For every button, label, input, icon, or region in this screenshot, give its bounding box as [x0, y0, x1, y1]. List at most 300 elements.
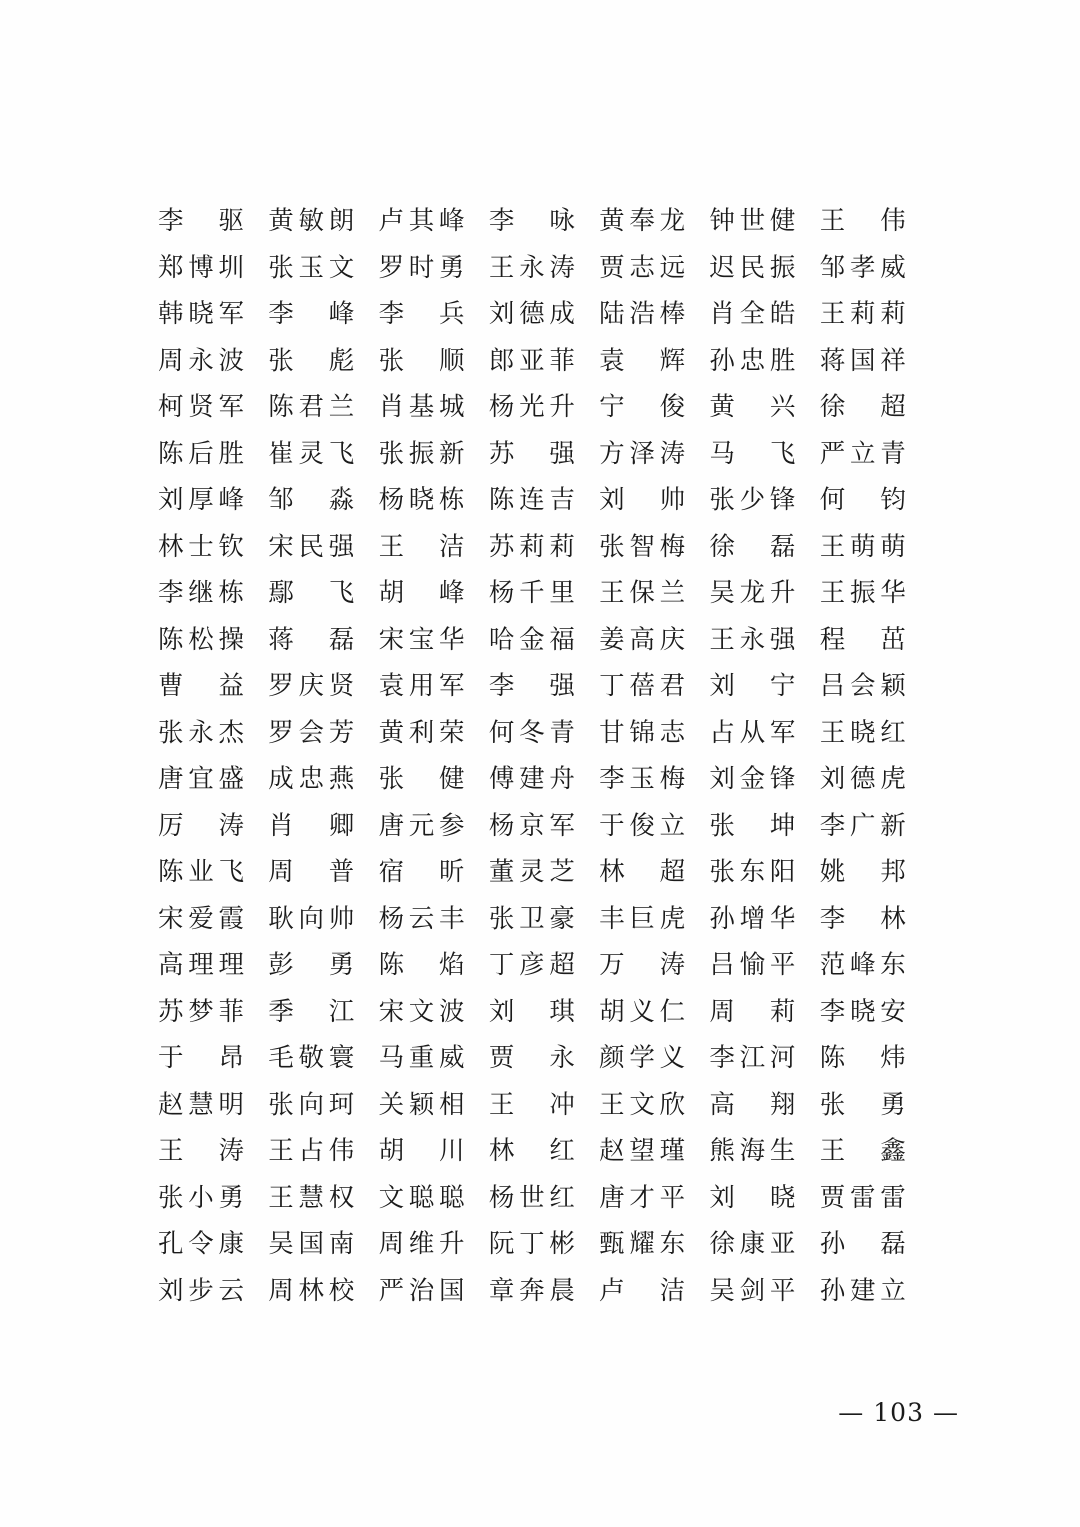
name-cell [820, 663, 930, 710]
person-name: 程茁 [819, 624, 906, 655]
person-name: 方泽涛 [599, 438, 686, 469]
person-name: 王永涛 [488, 252, 575, 283]
person-name: 蒋国祥 [819, 345, 906, 376]
name-cell [379, 1128, 489, 1175]
name-cell [268, 756, 378, 803]
person-name: 张永杰 [158, 717, 244, 748]
person-name: 于昂 [158, 1043, 244, 1073]
name-cell [489, 710, 599, 757]
person-name: 李玉梅 [599, 764, 686, 794]
person-name: 陈松操 [158, 624, 244, 655]
name-cell [158, 198, 268, 245]
person-name: 张东阳 [709, 857, 796, 887]
name-cell [158, 291, 268, 338]
person-name: 张智梅 [599, 531, 686, 562]
person-name: 李强 [488, 671, 575, 701]
name-cell [158, 849, 268, 896]
person-name: 陈君兰 [268, 392, 355, 422]
person-name: 肖基城 [378, 392, 465, 422]
name-cell [709, 1175, 819, 1222]
name-cell [820, 710, 930, 757]
name-cell [599, 663, 709, 710]
person-name: 何冬青 [488, 717, 575, 748]
person-name: 张振新 [378, 438, 465, 469]
name-cell [599, 756, 709, 803]
name-cell [820, 1082, 930, 1129]
name-cell [158, 1268, 268, 1315]
name-cell [268, 1175, 378, 1222]
name-cell [268, 803, 378, 850]
name-cell [158, 1221, 268, 1268]
person-name: 张少锋 [709, 485, 796, 515]
name-cell [820, 384, 930, 431]
person-name: 肖卿 [268, 810, 355, 841]
person-name: 季江 [268, 996, 355, 1027]
name-cell [709, 1221, 819, 1268]
person-name: 王莉莉 [819, 299, 906, 329]
person-name: 苏梦菲 [158, 996, 244, 1027]
person-name: 赵慧明 [158, 1089, 244, 1120]
name-cell [599, 431, 709, 478]
person-name: 李峰 [268, 299, 355, 329]
person-name: 宋民强 [268, 531, 355, 562]
name-cell [709, 756, 819, 803]
person-name: 黄利荣 [378, 717, 465, 748]
name-cell [379, 431, 489, 478]
person-name: 吴剑平 [709, 1275, 796, 1306]
name-cell [489, 1082, 599, 1129]
person-name: 钟世健 [709, 206, 796, 236]
name-cell [158, 803, 268, 850]
name-cell [489, 1268, 599, 1315]
name-cell [489, 291, 599, 338]
name-cell [268, 338, 378, 385]
person-name: 占从军 [709, 717, 796, 748]
name-cell [489, 1175, 599, 1222]
person-name: 王占伟 [268, 1136, 355, 1166]
name-cell [709, 431, 819, 478]
person-name: 高翔 [709, 1089, 796, 1120]
name-cell [820, 198, 930, 245]
name-cell [158, 896, 268, 943]
person-name: 孔令康 [158, 1229, 244, 1259]
name-cell [820, 1221, 930, 1268]
name-cell [379, 756, 489, 803]
person-name: 杨世红 [488, 1182, 575, 1213]
name-cell [158, 245, 268, 292]
person-name: 胡川 [378, 1136, 465, 1166]
name-cell [709, 198, 819, 245]
person-name: 宿昕 [378, 857, 465, 887]
person-name: 董灵芝 [488, 857, 575, 887]
person-name: 周普 [268, 857, 355, 887]
person-name: 哈金福 [488, 624, 575, 655]
person-name: 陈焰 [378, 950, 465, 980]
name-cell [489, 989, 599, 1036]
name-cell [709, 1082, 819, 1129]
name-cell [379, 1082, 489, 1129]
name-cell [379, 1221, 489, 1268]
name-cell [709, 710, 819, 757]
person-name: 鄢飞 [268, 578, 355, 608]
name-cell [599, 198, 709, 245]
person-name: 林士钦 [158, 531, 244, 562]
name-cell [599, 989, 709, 1036]
name-roster-grid [158, 198, 930, 1314]
name-cell [489, 1221, 599, 1268]
person-name: 张玉文 [268, 252, 355, 283]
person-name: 关颖相 [378, 1089, 465, 1120]
person-name: 李咏 [488, 206, 575, 236]
name-cell [709, 524, 819, 571]
person-name: 周永波 [158, 345, 244, 376]
person-name: 林超 [599, 857, 686, 887]
person-name: 贾雷雷 [819, 1182, 906, 1213]
person-name: 文聪聪 [378, 1182, 465, 1213]
name-cell [158, 756, 268, 803]
person-name: 张顺 [378, 345, 465, 376]
person-name: 丁蓓君 [599, 671, 686, 701]
name-cell [158, 570, 268, 617]
person-name: 成忠燕 [268, 764, 355, 794]
name-cell [158, 1035, 268, 1082]
name-cell [820, 942, 930, 989]
person-name: 刘宁 [709, 671, 796, 701]
person-name: 徐康亚 [709, 1229, 796, 1259]
person-name: 吴龙升 [709, 578, 796, 608]
name-cell [709, 1128, 819, 1175]
page-footer [0, 1398, 1080, 1427]
name-cell [268, 384, 378, 431]
name-cell [709, 570, 819, 617]
name-cell [489, 942, 599, 989]
person-name: 王永强 [709, 624, 796, 655]
name-cell [709, 245, 819, 292]
name-cell [820, 570, 930, 617]
name-cell [268, 1128, 378, 1175]
person-name: 李驱 [158, 206, 244, 236]
person-name: 姜高庆 [599, 624, 686, 655]
name-cell [379, 663, 489, 710]
name-cell [599, 570, 709, 617]
name-cell [599, 291, 709, 338]
name-cell [379, 849, 489, 896]
name-cell [599, 245, 709, 292]
name-cell [268, 1035, 378, 1082]
name-cell [158, 663, 268, 710]
person-name: 万涛 [599, 950, 686, 980]
name-cell [379, 524, 489, 571]
person-name: 邹孝威 [819, 252, 906, 283]
person-name: 徐磊 [709, 531, 796, 562]
person-name: 王伟 [819, 206, 906, 236]
person-name: 丁彦超 [488, 950, 575, 980]
person-name: 迟民振 [709, 252, 796, 283]
person-name: 马重威 [378, 1043, 465, 1073]
person-name: 贾永 [488, 1043, 575, 1073]
person-name: 卢其峰 [378, 206, 465, 236]
name-cell [820, 524, 930, 571]
person-name: 蒋磊 [268, 624, 355, 655]
person-name: 赵望瑾 [599, 1136, 686, 1166]
name-cell [268, 849, 378, 896]
person-name: 刘琪 [488, 996, 575, 1027]
person-name: 王萌萌 [819, 531, 906, 562]
person-name: 王冲 [488, 1089, 575, 1120]
person-name: 罗时勇 [378, 252, 465, 283]
name-cell [709, 291, 819, 338]
name-cell [820, 617, 930, 664]
name-cell [379, 803, 489, 850]
name-cell [158, 338, 268, 385]
person-name: 孙增华 [709, 903, 796, 934]
person-name: 章奔晨 [488, 1275, 575, 1306]
person-name: 黄奉龙 [599, 206, 686, 236]
name-cell [379, 1268, 489, 1315]
name-cell [158, 1128, 268, 1175]
name-cell [268, 1221, 378, 1268]
name-cell [709, 338, 819, 385]
person-name: 毛敬寰 [268, 1043, 355, 1073]
name-cell [268, 1082, 378, 1129]
name-cell [158, 942, 268, 989]
person-name: 刘晓 [709, 1182, 796, 1213]
name-cell [489, 896, 599, 943]
name-cell [820, 756, 930, 803]
person-name: 苏莉莉 [488, 531, 575, 562]
person-name: 于俊立 [599, 810, 686, 841]
person-name: 王振华 [819, 578, 906, 608]
name-cell [820, 1128, 930, 1175]
person-name: 贾志远 [599, 252, 686, 283]
name-cell [489, 1128, 599, 1175]
name-cell [599, 1268, 709, 1315]
person-name: 李林 [819, 903, 906, 934]
person-name: 王慧权 [268, 1182, 355, 1213]
person-name: 吕愉平 [709, 950, 796, 980]
name-cell [489, 756, 599, 803]
name-cell [820, 291, 930, 338]
name-cell [379, 1035, 489, 1082]
name-cell [489, 524, 599, 571]
person-name: 阮丁彬 [488, 1229, 575, 1259]
name-cell [820, 431, 930, 478]
person-name: 柯贤军 [158, 392, 244, 422]
name-cell [820, 338, 930, 385]
name-cell [820, 245, 930, 292]
person-name: 丰巨虎 [599, 903, 686, 934]
name-cell [158, 617, 268, 664]
name-cell [489, 617, 599, 664]
name-cell [709, 1035, 819, 1082]
name-cell [379, 291, 489, 338]
name-cell [379, 570, 489, 617]
name-cell [268, 245, 378, 292]
person-name: 苏强 [488, 438, 575, 469]
name-cell [268, 198, 378, 245]
person-name: 李晓安 [819, 996, 906, 1027]
name-cell [158, 989, 268, 1036]
person-name: 胡峰 [378, 578, 465, 608]
person-name: 厉涛 [158, 810, 244, 841]
name-cell [379, 384, 489, 431]
person-name: 张小勇 [158, 1182, 244, 1213]
name-cell [709, 1268, 819, 1315]
person-name: 严立青 [819, 438, 906, 469]
name-cell [820, 1175, 930, 1222]
name-cell [268, 291, 378, 338]
name-cell [158, 710, 268, 757]
name-cell [268, 710, 378, 757]
name-cell [820, 1035, 930, 1082]
person-name: 邹淼 [268, 485, 355, 515]
name-cell [599, 384, 709, 431]
person-name: 刘厚峰 [158, 485, 244, 515]
name-cell [599, 710, 709, 757]
name-cell [709, 849, 819, 896]
name-cell [820, 1268, 930, 1315]
person-name: 吴国南 [268, 1229, 355, 1259]
person-name: 甘锦志 [599, 717, 686, 748]
person-name: 王文欣 [599, 1089, 686, 1120]
person-name: 唐元参 [378, 810, 465, 841]
name-cell [379, 245, 489, 292]
name-cell [158, 524, 268, 571]
folio-number: 103 [873, 1398, 924, 1427]
person-name: 黄敏朗 [268, 206, 355, 236]
name-cell [379, 477, 489, 524]
person-name: 杨晓栋 [378, 485, 465, 515]
person-name: 郑博圳 [158, 252, 244, 283]
person-name: 陆浩棒 [599, 299, 686, 329]
name-cell [709, 942, 819, 989]
person-name: 张勇 [819, 1089, 906, 1120]
person-name: 傅建舟 [488, 764, 575, 794]
person-name: 崔灵飞 [268, 438, 355, 469]
name-cell [599, 942, 709, 989]
person-name: 耿向帅 [268, 903, 355, 934]
person-name: 张向珂 [268, 1089, 355, 1120]
name-cell [158, 477, 268, 524]
person-name: 陈炜 [819, 1043, 906, 1073]
person-name: 孙建立 [819, 1275, 906, 1306]
person-name: 周莉 [709, 996, 796, 1027]
person-name: 卢洁 [599, 1275, 686, 1306]
person-name: 张健 [378, 764, 465, 794]
name-cell [599, 1221, 709, 1268]
name-cell [489, 198, 599, 245]
person-name: 李江河 [709, 1043, 796, 1073]
name-cell [268, 989, 378, 1036]
person-name: 唐宜盛 [158, 764, 244, 794]
name-cell [158, 384, 268, 431]
person-name: 张卫豪 [488, 903, 575, 934]
person-name: 马飞 [709, 438, 796, 469]
name-cell [709, 477, 819, 524]
name-cell [489, 431, 599, 478]
name-cell [489, 663, 599, 710]
person-name: 孙忠胜 [709, 345, 796, 376]
person-name: 陈业飞 [158, 857, 244, 887]
person-name: 李广新 [819, 810, 906, 841]
person-name: 杨千里 [488, 578, 575, 608]
name-cell [268, 477, 378, 524]
person-name: 熊海生 [709, 1136, 796, 1166]
name-cell [489, 570, 599, 617]
folio-suffix-dash: — [933, 1398, 959, 1427]
person-name: 黄兴 [709, 392, 796, 422]
name-cell [709, 384, 819, 431]
person-name: 张坤 [709, 810, 796, 841]
name-cell [599, 1128, 709, 1175]
name-cell [268, 431, 378, 478]
person-name: 王保兰 [599, 578, 686, 608]
person-name: 袁用军 [378, 671, 465, 701]
person-name: 李兵 [378, 299, 465, 329]
name-cell [599, 524, 709, 571]
person-name: 严治国 [378, 1275, 465, 1306]
person-name: 宁俊 [599, 392, 686, 422]
person-name: 刘德成 [488, 299, 575, 329]
name-cell [379, 710, 489, 757]
name-cell [489, 803, 599, 850]
person-name: 李继栋 [158, 578, 244, 608]
person-name: 张彪 [268, 345, 355, 376]
name-cell [709, 663, 819, 710]
person-name: 郎亚菲 [488, 345, 575, 376]
name-cell [709, 896, 819, 943]
name-cell [158, 1175, 268, 1222]
name-cell [599, 896, 709, 943]
name-cell [268, 1268, 378, 1315]
name-cell [379, 896, 489, 943]
name-cell [268, 617, 378, 664]
name-cell [379, 942, 489, 989]
person-name: 甄耀东 [599, 1229, 686, 1259]
person-name: 姚邦 [819, 857, 906, 887]
name-cell [489, 384, 599, 431]
name-cell [820, 896, 930, 943]
person-name: 刘德虎 [819, 764, 906, 794]
person-name: 高理理 [158, 950, 244, 980]
person-name: 胡义仁 [599, 996, 686, 1027]
name-cell [599, 1082, 709, 1129]
person-name: 刘帅 [599, 485, 686, 515]
person-name: 徐超 [819, 392, 906, 422]
name-cell [599, 477, 709, 524]
name-cell [268, 896, 378, 943]
name-cell [268, 663, 378, 710]
person-name: 吕会颖 [819, 671, 906, 701]
person-name: 唐才平 [599, 1182, 686, 1213]
name-cell [158, 431, 268, 478]
name-cell [599, 849, 709, 896]
person-name: 杨云丰 [378, 903, 465, 934]
name-cell [379, 1175, 489, 1222]
name-cell [489, 849, 599, 896]
person-name: 罗会芳 [268, 717, 355, 748]
name-cell [489, 338, 599, 385]
person-name: 陈连吉 [488, 485, 575, 515]
person-name: 宋文波 [378, 996, 465, 1027]
name-cell [379, 338, 489, 385]
person-name: 彭勇 [268, 950, 355, 980]
name-cell [379, 617, 489, 664]
person-name: 刘步云 [158, 1275, 244, 1306]
name-cell [599, 617, 709, 664]
person-name: 林红 [488, 1136, 575, 1166]
person-name: 袁辉 [599, 345, 686, 376]
